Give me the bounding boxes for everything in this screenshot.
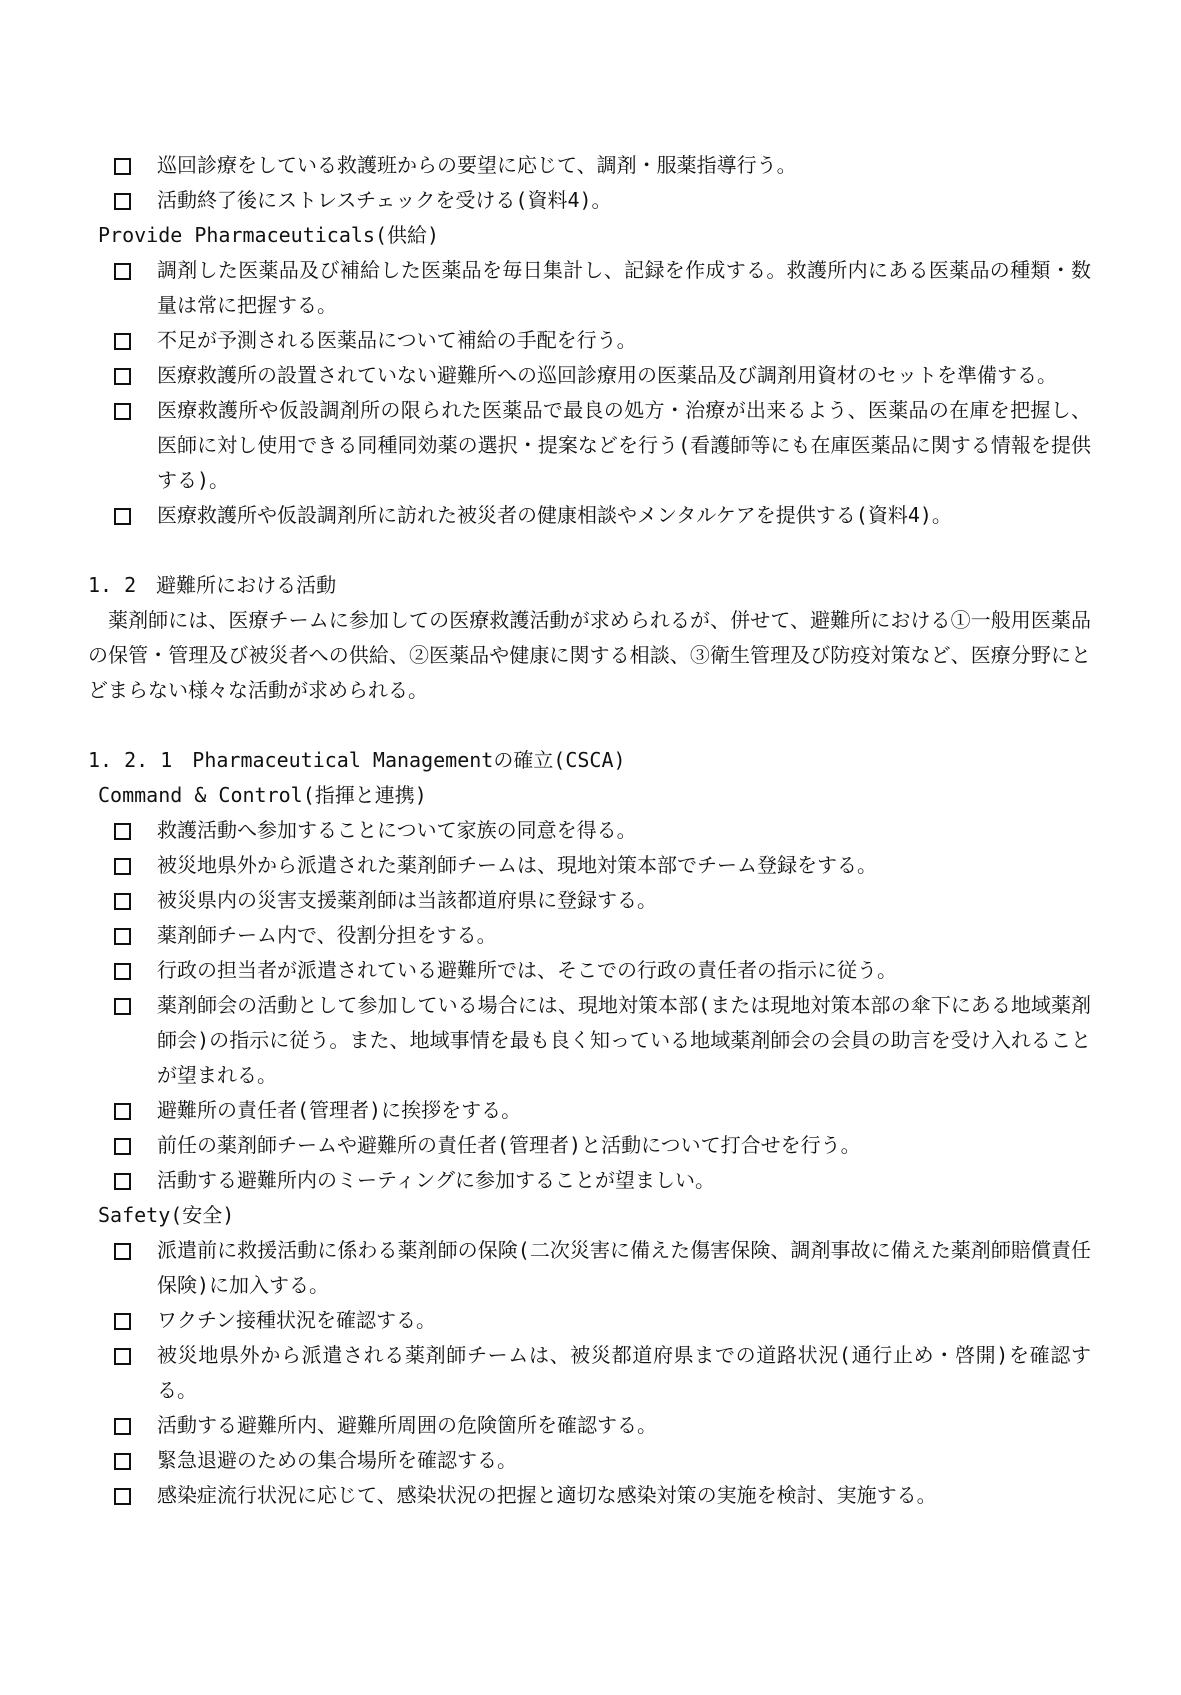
checklist-item-text: 活動する避難所内のミーティングに参加することが望ましい。 (157, 1168, 715, 1192)
checkbox-icon[interactable] (114, 1103, 131, 1120)
checkbox-icon[interactable] (114, 823, 131, 840)
checkbox-icon[interactable] (114, 158, 131, 175)
checklist-item (114, 988, 1091, 1093)
checklist-item (114, 1163, 1091, 1198)
checklist-item (114, 1478, 1091, 1513)
checklist-item-text: 被災地県外から派遣される薬剤師チームは、被災都道府県までの道路状況(通行止め・啓開)を確認する。 (157, 1343, 1091, 1402)
checklist-item (114, 813, 1091, 848)
checkbox-icon[interactable] (114, 998, 131, 1015)
checklist-item-text: 前任の薬剤師チームや避難所の責任者(管理者)と活動について打合せを行う。 (157, 1133, 861, 1157)
checkbox-icon[interactable] (114, 1243, 131, 1260)
checklist-item (114, 393, 1091, 498)
section-heading-1-2: 1. 2 避難所における活動 (88, 573, 337, 597)
checklist-item-text: 避難所の責任者(管理者)に挨拶をする。 (157, 1098, 522, 1122)
checklist-item (114, 1093, 1091, 1128)
checklist-item (114, 883, 1091, 918)
checklist-item-text: 行政の担当者が派遣されている避難所では、そこでの行政の責任者の指示に従う。 (157, 958, 897, 982)
checkbox-icon[interactable] (114, 1138, 131, 1155)
checklist-item-text: 薬剤師会の活動として参加している場合には、現地対策本部(または現地対策本部の傘下にある地域薬剤師会)の指示に従う。また、地域事情を最も良く知っている地域薬剤師会の会員の助言を受け入れることが望まれる。 (157, 993, 1091, 1087)
checklist-item-text: 不足が予測される医薬品について補給の手配を行う。 (157, 328, 637, 352)
checkbox-icon[interactable] (114, 1348, 131, 1365)
checklist-item-text: 活動する避難所内、避難所周囲の危険箇所を確認する。 (157, 1413, 657, 1437)
checkbox-icon[interactable] (114, 858, 131, 875)
checkbox-icon[interactable] (114, 193, 131, 210)
checklist-item-text: ワクチン接種状況を確認する。 (157, 1308, 436, 1332)
checklist-item (114, 148, 1091, 183)
checklist-item-text: 薬剤師チーム内で、役割分担をする。 (157, 923, 497, 947)
section-paragraph: 薬剤師には、医療チームに参加しての医療救護活動が求められるが、併せて、避難所における①一般用医薬品の保管・管理及び被災者への供給、②医薬品や健康に関する相談、③衛生管理及び防疫対策など、医療分野にとどまらない様々な活動が求められる。 (88, 608, 1091, 702)
subheading-provide: Provide Pharmaceuticals(供給) (98, 223, 440, 247)
checklist-item (114, 1338, 1091, 1408)
checkbox-icon[interactable] (114, 1453, 131, 1470)
checklist-item (114, 253, 1091, 323)
checkbox-icon[interactable] (114, 1313, 131, 1330)
checklist-item (114, 1408, 1091, 1443)
checkbox-icon[interactable] (114, 963, 131, 980)
checklist-item-text: 調剤した医薬品及び補給した医薬品を毎日集計し、記録を作成する。救護所内にある医薬品の種類・数量は常に把握する。 (157, 258, 1091, 317)
checklist-item (114, 953, 1091, 988)
section-heading-1-2-1: 1. 2. 1 Pharmaceutical Managementの確立(CSCA) (88, 748, 626, 772)
checklist-item-text: 被災県内の災害支援薬剤師は当該都道府県に登録する。 (157, 888, 657, 912)
checkbox-icon[interactable] (114, 368, 131, 385)
spacer (88, 708, 1091, 743)
checklist-item-text: 活動終了後にストレスチェックを受ける(資料4)。 (157, 188, 612, 212)
checklist-item-text: 医療救護所や仮設調剤所に訪れた被災者の健康相談やメンタルケアを提供する(資料4)。 (157, 503, 952, 527)
checkbox-icon[interactable] (114, 263, 131, 280)
checkbox-icon[interactable] (114, 1488, 131, 1505)
checkbox-icon[interactable] (114, 1173, 131, 1190)
subheading-safety: Safety(安全) (98, 1203, 235, 1227)
checkbox-icon[interactable] (114, 893, 131, 910)
spacer (88, 533, 1091, 568)
checklist-item-text: 医療救護所や仮設調剤所の限られた医薬品で最良の処方・治療が出来るよう、医薬品の在庫を把握し、医師に対し使用できる同種同効薬の選択・提案などを行う(看護師等にも在庫医薬品に関する情報を提供する)。 (157, 398, 1091, 492)
checklist-item (114, 1128, 1091, 1163)
checklist-item (114, 358, 1091, 393)
checklist-item-text: 緊急退避のための集合場所を確認する。 (157, 1448, 517, 1472)
checklist-item-text: 巡回診療をしている救護班からの要望に応じて、調剤・服薬指導行う。 (157, 153, 797, 177)
checklist-item (114, 918, 1091, 953)
checklist-item (114, 1303, 1091, 1338)
checkbox-icon[interactable] (114, 333, 131, 350)
checkbox-icon[interactable] (114, 508, 131, 525)
checklist-item-text: 派遣前に救援活動に係わる薬剤師の保険(二次災害に備えた傷害保険、調剤事故に備えた薬剤師賠償責任保険)に加入する。 (157, 1238, 1091, 1297)
checklist-item (114, 323, 1091, 358)
checkbox-icon[interactable] (114, 403, 131, 420)
checklist-item (114, 498, 1091, 533)
checklist-item-text: 被災地県外から派遣された薬剤師チームは、現地対策本部でチーム登録をする。 (157, 853, 877, 877)
checklist-item (114, 1443, 1091, 1478)
checkbox-icon[interactable] (114, 1418, 131, 1435)
checklist-item-text: 感染症流行状況に応じて、感染状況の把握と適切な感染対策の実施を検討、実施する。 (157, 1483, 937, 1507)
subheading-command-control: Command & Control(指揮と連携) (98, 783, 427, 807)
checklist-item-text: 救護活動へ参加することについて家族の同意を得る。 (157, 818, 637, 842)
checklist-item (114, 1233, 1091, 1303)
checkbox-icon[interactable] (114, 928, 131, 945)
checklist-item (114, 848, 1091, 883)
checklist-item (114, 183, 1091, 218)
checklist-item-text: 医療救護所の設置されていない避難所への巡回診療用の医薬品及び調剤用資材のセットを準備する。 (157, 363, 1057, 387)
